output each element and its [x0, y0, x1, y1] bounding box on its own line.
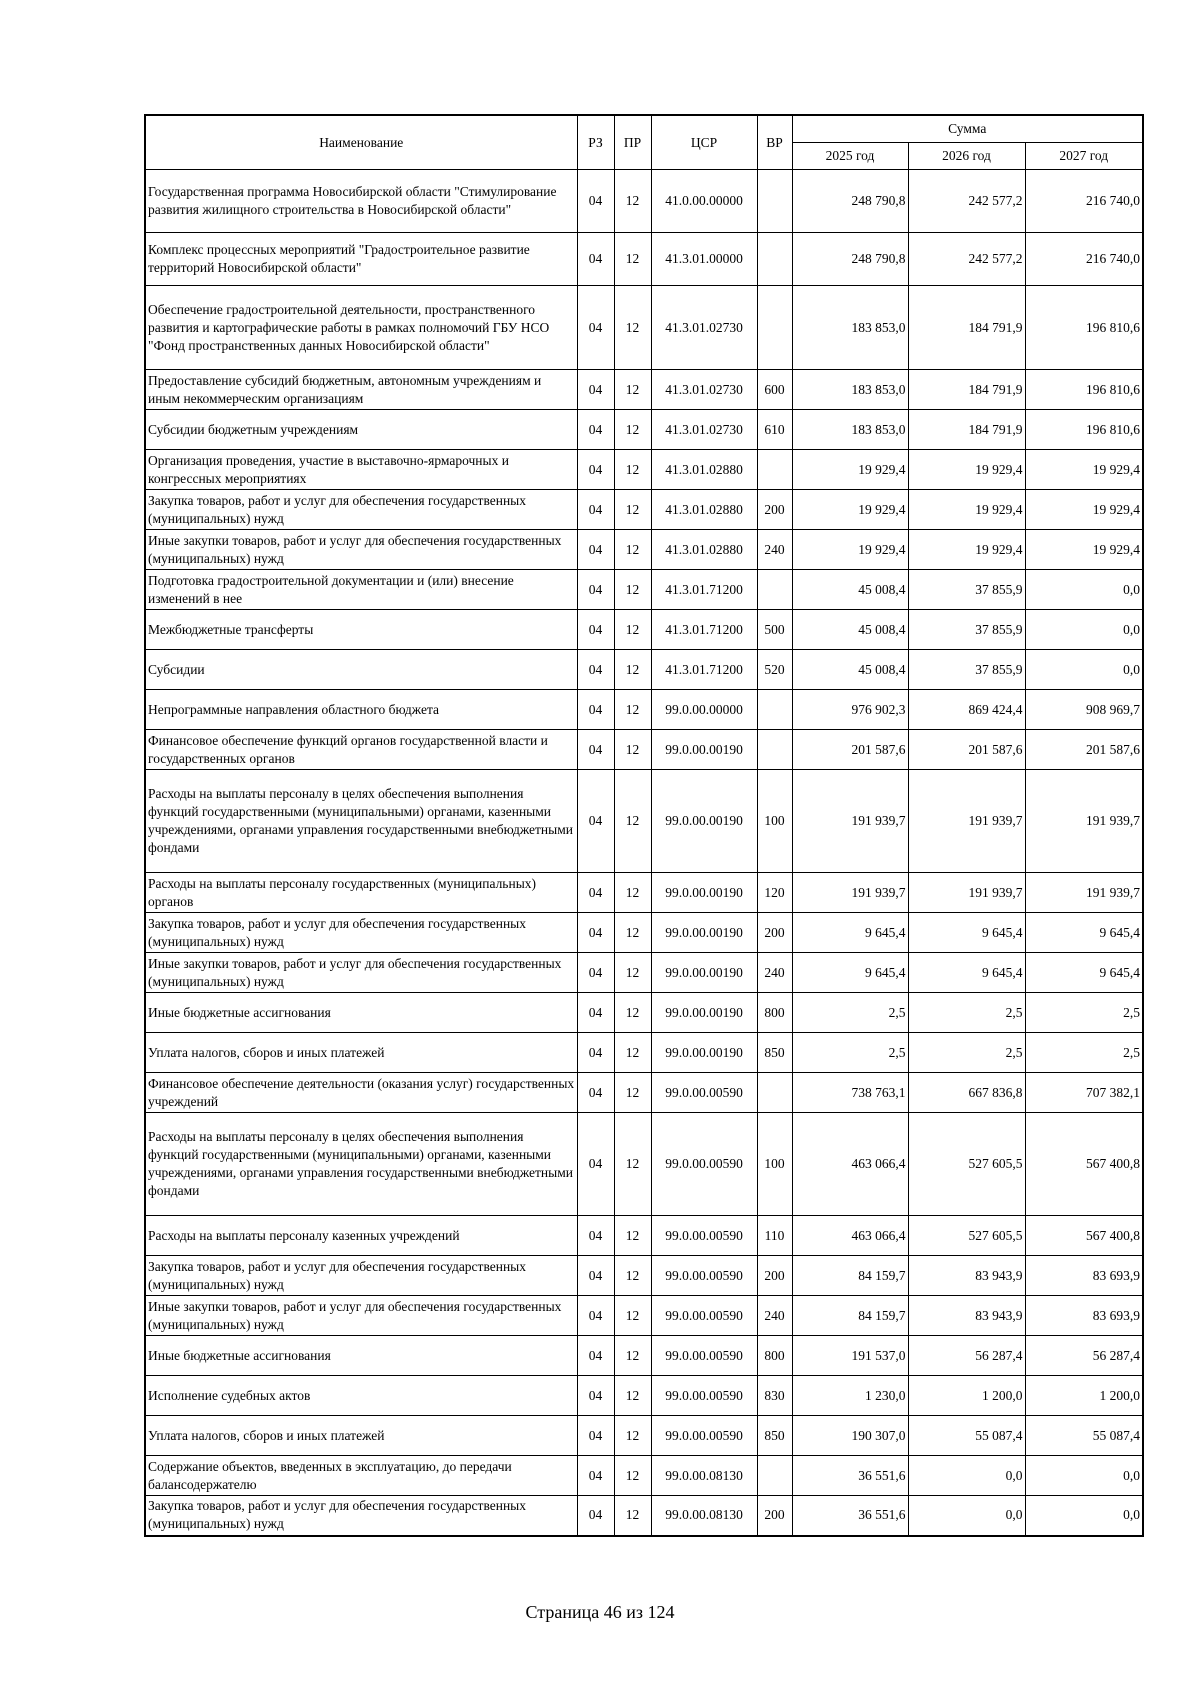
- cell-rz: 04: [577, 1496, 614, 1536]
- cell-name: Субсидии: [145, 650, 577, 690]
- cell-name: Государственная программа Новосибирской области "Стимулирование развития жилищного строительства в Новосибирской области": [145, 170, 577, 233]
- table-row: [145, 770, 1143, 873]
- cell-pr: 12: [614, 370, 651, 410]
- cell-2025: 84 159,7: [792, 1256, 908, 1296]
- cell-rz: 04: [577, 770, 614, 873]
- cell-csr: 99.0.00.08130: [651, 1456, 757, 1496]
- table-row: [145, 650, 1143, 690]
- cell-csr: 99.0.00.00190: [651, 1033, 757, 1073]
- cell-2026: 527 605,5: [908, 1113, 1025, 1216]
- table-row: [145, 1456, 1143, 1496]
- cell-vr: [757, 286, 792, 370]
- cell-2027: 196 810,6: [1025, 286, 1143, 370]
- cell-vr: [757, 1456, 792, 1496]
- cell-2025: 36 551,6: [792, 1456, 908, 1496]
- cell-pr: 12: [614, 1256, 651, 1296]
- table-row: [145, 1033, 1143, 1073]
- cell-2026: 667 836,8: [908, 1073, 1025, 1113]
- cell-2026: 191 939,7: [908, 873, 1025, 913]
- table-row: [145, 1073, 1143, 1113]
- cell-2026: 9 645,4: [908, 913, 1025, 953]
- cell-2027: 0,0: [1025, 610, 1143, 650]
- cell-name: Уплата налогов, сборов и иных платежей: [145, 1416, 577, 1456]
- cell-2027: 0,0: [1025, 1456, 1143, 1496]
- cell-rz: 04: [577, 913, 614, 953]
- table-row: [145, 1296, 1143, 1336]
- cell-pr: 12: [614, 450, 651, 490]
- cell-2025: 738 763,1: [792, 1073, 908, 1113]
- table-row: [145, 1376, 1143, 1416]
- cell-2026: 83 943,9: [908, 1296, 1025, 1336]
- cell-2025: 2,5: [792, 1033, 908, 1073]
- cell-pr: 12: [614, 410, 651, 450]
- cell-2026: 83 943,9: [908, 1256, 1025, 1296]
- cell-vr: 100: [757, 770, 792, 873]
- cell-name: Организация проведения, участие в выставочно-ярмарочных и конгрессных мероприятиях: [145, 450, 577, 490]
- table-row: [145, 913, 1143, 953]
- cell-vr: 200: [757, 490, 792, 530]
- cell-2027: 216 740,0: [1025, 170, 1143, 233]
- cell-2025: 36 551,6: [792, 1496, 908, 1536]
- cell-2025: 45 008,4: [792, 570, 908, 610]
- cell-2027: 83 693,9: [1025, 1256, 1143, 1296]
- cell-pr: 12: [614, 1376, 651, 1416]
- cell-2026: 2,5: [908, 1033, 1025, 1073]
- cell-2025: 2,5: [792, 993, 908, 1033]
- header-csr: ЦСР: [651, 115, 757, 170]
- header-name: Наименование: [145, 115, 577, 170]
- cell-name: Закупка товаров, работ и услуг для обеспечения государственных (муниципальных) нужд: [145, 913, 577, 953]
- page-number: Страница 46 из 124: [525, 1602, 675, 1622]
- cell-2026: 242 577,2: [908, 170, 1025, 233]
- cell-csr: 99.0.00.00190: [651, 993, 757, 1033]
- table-row: [145, 610, 1143, 650]
- cell-pr: 12: [614, 170, 651, 233]
- cell-2025: 19 929,4: [792, 490, 908, 530]
- cell-2026: 19 929,4: [908, 450, 1025, 490]
- cell-2026: 56 287,4: [908, 1336, 1025, 1376]
- cell-rz: 04: [577, 233, 614, 286]
- cell-csr: 99.0.00.00590: [651, 1416, 757, 1456]
- cell-rz: 04: [577, 286, 614, 370]
- cell-name: Иные закупки товаров, работ и услуг для обеспечения государственных (муниципальных) нужд: [145, 953, 577, 993]
- table-row: [145, 286, 1143, 370]
- cell-pr: 12: [614, 690, 651, 730]
- cell-csr: 99.0.00.00190: [651, 913, 757, 953]
- cell-2027: 55 087,4: [1025, 1416, 1143, 1456]
- cell-vr: 240: [757, 530, 792, 570]
- cell-rz: 04: [577, 570, 614, 610]
- header-pr: ПР: [614, 115, 651, 170]
- cell-name: Закупка товаров, работ и услуг для обеспечения государственных (муниципальных) нужд: [145, 1256, 577, 1296]
- table-row: [145, 1416, 1143, 1456]
- cell-vr: [757, 690, 792, 730]
- table-row: [145, 410, 1143, 450]
- cell-vr: [757, 450, 792, 490]
- cell-2027: 196 810,6: [1025, 410, 1143, 450]
- cell-csr: 99.0.00.00590: [651, 1113, 757, 1216]
- cell-2025: 190 307,0: [792, 1416, 908, 1456]
- cell-rz: 04: [577, 873, 614, 913]
- cell-rz: 04: [577, 610, 614, 650]
- cell-2027: 0,0: [1025, 1496, 1143, 1536]
- table-row: [145, 1113, 1143, 1216]
- cell-csr: 41.3.01.71200: [651, 610, 757, 650]
- cell-csr: 41.3.01.02730: [651, 370, 757, 410]
- cell-vr: 200: [757, 913, 792, 953]
- cell-2025: 183 853,0: [792, 286, 908, 370]
- header-year-2026: 2026 год: [908, 143, 1025, 170]
- cell-rz: 04: [577, 1296, 614, 1336]
- table-row: [145, 170, 1143, 233]
- cell-rz: 04: [577, 450, 614, 490]
- cell-rz: 04: [577, 953, 614, 993]
- cell-2025: 248 790,8: [792, 170, 908, 233]
- header-vr: ВР: [757, 115, 792, 170]
- cell-pr: 12: [614, 953, 651, 993]
- cell-name: Иные закупки товаров, работ и услуг для обеспечения государственных (муниципальных) нужд: [145, 530, 577, 570]
- cell-2027: 19 929,4: [1025, 530, 1143, 570]
- cell-pr: 12: [614, 1216, 651, 1256]
- cell-2025: 45 008,4: [792, 610, 908, 650]
- cell-name: Непрограммные направления областного бюджета: [145, 690, 577, 730]
- cell-2027: 9 645,4: [1025, 953, 1143, 993]
- cell-name: Содержание объектов, введенных в эксплуатацию, до передачи балансодержателю: [145, 1456, 577, 1496]
- cell-2026: 869 424,4: [908, 690, 1025, 730]
- cell-vr: 200: [757, 1256, 792, 1296]
- cell-name: Предоставление субсидий бюджетным, автономным учреждениям и иным некоммерческим организациям: [145, 370, 577, 410]
- cell-rz: 04: [577, 170, 614, 233]
- cell-2027: 196 810,6: [1025, 370, 1143, 410]
- cell-pr: 12: [614, 1416, 651, 1456]
- cell-2026: 55 087,4: [908, 1416, 1025, 1456]
- cell-2026: 19 929,4: [908, 530, 1025, 570]
- cell-vr: 500: [757, 610, 792, 650]
- cell-rz: 04: [577, 690, 614, 730]
- cell-2025: 191 537,0: [792, 1336, 908, 1376]
- cell-2027: 0,0: [1025, 570, 1143, 610]
- cell-2026: 191 939,7: [908, 770, 1025, 873]
- cell-rz: 04: [577, 1216, 614, 1256]
- table-body: [145, 170, 1143, 1536]
- cell-2027: 19 929,4: [1025, 450, 1143, 490]
- cell-csr: 41.3.01.71200: [651, 650, 757, 690]
- cell-rz: 04: [577, 1113, 614, 1216]
- cell-2026: 184 791,9: [908, 286, 1025, 370]
- table-row: [145, 530, 1143, 570]
- cell-pr: 12: [614, 1456, 651, 1496]
- cell-csr: 41.3.01.71200: [651, 570, 757, 610]
- cell-2025: 463 066,4: [792, 1216, 908, 1256]
- cell-pr: 12: [614, 286, 651, 370]
- cell-vr: 830: [757, 1376, 792, 1416]
- cell-pr: 12: [614, 490, 651, 530]
- cell-2025: 191 939,7: [792, 873, 908, 913]
- table-row: [145, 1256, 1143, 1296]
- cell-2026: 9 645,4: [908, 953, 1025, 993]
- cell-rz: 04: [577, 1336, 614, 1376]
- budget-table: [144, 114, 1144, 1537]
- cell-rz: 04: [577, 410, 614, 450]
- cell-2025: 248 790,8: [792, 233, 908, 286]
- cell-2025: 463 066,4: [792, 1113, 908, 1216]
- cell-vr: 800: [757, 993, 792, 1033]
- cell-name: Закупка товаров, работ и услуг для обеспечения государственных (муниципальных) нужд: [145, 1496, 577, 1536]
- cell-pr: 12: [614, 770, 651, 873]
- cell-2025: 19 929,4: [792, 530, 908, 570]
- cell-rz: 04: [577, 1073, 614, 1113]
- cell-2026: 201 587,6: [908, 730, 1025, 770]
- cell-vr: 200: [757, 1496, 792, 1536]
- cell-vr: [757, 170, 792, 233]
- cell-name: Иные бюджетные ассигнования: [145, 993, 577, 1033]
- cell-2027: 191 939,7: [1025, 770, 1143, 873]
- cell-csr: 99.0.00.00190: [651, 873, 757, 913]
- cell-2027: 191 939,7: [1025, 873, 1143, 913]
- header-sum: Сумма: [792, 115, 1143, 143]
- cell-name: Комплекс процессных мероприятий "Градостроительное развитие территорий Новосибирской области": [145, 233, 577, 286]
- cell-2027: 56 287,4: [1025, 1336, 1143, 1376]
- cell-2025: 191 939,7: [792, 770, 908, 873]
- table-row: [145, 233, 1143, 286]
- cell-vr: 240: [757, 1296, 792, 1336]
- cell-vr: 520: [757, 650, 792, 690]
- cell-2026: 0,0: [908, 1456, 1025, 1496]
- cell-rz: 04: [577, 1376, 614, 1416]
- cell-name: Уплата налогов, сборов и иных платежей: [145, 1033, 577, 1073]
- cell-csr: 41.3.01.02880: [651, 490, 757, 530]
- cell-2026: 37 855,9: [908, 650, 1025, 690]
- cell-2026: 0,0: [908, 1496, 1025, 1536]
- cell-2027: 567 400,8: [1025, 1113, 1143, 1216]
- table-row: [145, 690, 1143, 730]
- cell-2026: 2,5: [908, 993, 1025, 1033]
- cell-rz: 04: [577, 370, 614, 410]
- cell-name: Иные закупки товаров, работ и услуг для обеспечения государственных (муниципальных) нужд: [145, 1296, 577, 1336]
- cell-2026: 184 791,9: [908, 370, 1025, 410]
- cell-vr: 600: [757, 370, 792, 410]
- table-row: [145, 1216, 1143, 1256]
- table-row: [145, 450, 1143, 490]
- cell-2027: 567 400,8: [1025, 1216, 1143, 1256]
- cell-2025: 84 159,7: [792, 1296, 908, 1336]
- cell-vr: 850: [757, 1416, 792, 1456]
- cell-csr: 41.3.01.02880: [651, 450, 757, 490]
- table-row: [145, 993, 1143, 1033]
- header-rz: РЗ: [577, 115, 614, 170]
- cell-rz: 04: [577, 490, 614, 530]
- cell-name: Межбюджетные трансферты: [145, 610, 577, 650]
- cell-pr: 12: [614, 1496, 651, 1536]
- cell-2027: 908 969,7: [1025, 690, 1143, 730]
- cell-2027: 216 740,0: [1025, 233, 1143, 286]
- cell-rz: 04: [577, 1033, 614, 1073]
- table-row: [145, 1496, 1143, 1536]
- cell-csr: 99.0.00.00190: [651, 730, 757, 770]
- cell-2027: 9 645,4: [1025, 913, 1143, 953]
- cell-2026: 37 855,9: [908, 610, 1025, 650]
- cell-name: Расходы на выплаты персоналу государственных (муниципальных) органов: [145, 873, 577, 913]
- table-row: [145, 570, 1143, 610]
- cell-2027: 707 382,1: [1025, 1073, 1143, 1113]
- cell-2025: 45 008,4: [792, 650, 908, 690]
- cell-2026: 37 855,9: [908, 570, 1025, 610]
- cell-pr: 12: [614, 1073, 651, 1113]
- cell-vr: [757, 1073, 792, 1113]
- cell-rz: 04: [577, 1256, 614, 1296]
- cell-csr: 99.0.00.00590: [651, 1256, 757, 1296]
- cell-pr: 12: [614, 913, 651, 953]
- cell-vr: [757, 570, 792, 610]
- cell-2026: 527 605,5: [908, 1216, 1025, 1256]
- cell-2025: 201 587,6: [792, 730, 908, 770]
- cell-csr: 41.3.01.02730: [651, 410, 757, 450]
- cell-rz: 04: [577, 650, 614, 690]
- cell-2025: 19 929,4: [792, 450, 908, 490]
- cell-2025: 1 230,0: [792, 1376, 908, 1416]
- cell-csr: 99.0.00.00590: [651, 1376, 757, 1416]
- table-header: [145, 115, 1143, 170]
- cell-2025: 9 645,4: [792, 953, 908, 993]
- cell-pr: 12: [614, 610, 651, 650]
- cell-csr: 41.3.01.02730: [651, 286, 757, 370]
- cell-2027: 0,0: [1025, 650, 1143, 690]
- cell-vr: 100: [757, 1113, 792, 1216]
- cell-csr: 99.0.00.00190: [651, 953, 757, 993]
- cell-name: Финансовое обеспечение функций органов государственной власти и государственных органов: [145, 730, 577, 770]
- cell-2027: 1 200,0: [1025, 1376, 1143, 1416]
- cell-2025: 183 853,0: [792, 410, 908, 450]
- table-row: [145, 953, 1143, 993]
- cell-name: Закупка товаров, работ и услуг для обеспечения государственных (муниципальных) нужд: [145, 490, 577, 530]
- cell-2025: 183 853,0: [792, 370, 908, 410]
- table-row: [145, 730, 1143, 770]
- cell-csr: 99.0.00.00590: [651, 1216, 757, 1256]
- cell-pr: 12: [614, 1033, 651, 1073]
- cell-csr: 99.0.00.00590: [651, 1296, 757, 1336]
- cell-pr: 12: [614, 1296, 651, 1336]
- cell-2027: 2,5: [1025, 993, 1143, 1033]
- cell-rz: 04: [577, 1456, 614, 1496]
- cell-2027: 2,5: [1025, 1033, 1143, 1073]
- cell-2027: 19 929,4: [1025, 490, 1143, 530]
- cell-csr: 99.0.00.00000: [651, 690, 757, 730]
- cell-name: Исполнение судебных актов: [145, 1376, 577, 1416]
- cell-vr: 850: [757, 1033, 792, 1073]
- cell-vr: [757, 730, 792, 770]
- cell-vr: 110: [757, 1216, 792, 1256]
- cell-2025: 9 645,4: [792, 913, 908, 953]
- cell-rz: 04: [577, 993, 614, 1033]
- cell-pr: 12: [614, 873, 651, 913]
- cell-2026: 242 577,2: [908, 233, 1025, 286]
- cell-csr: 99.0.00.00190: [651, 770, 757, 873]
- header-year-2027: 2027 год: [1025, 143, 1143, 170]
- cell-rz: 04: [577, 530, 614, 570]
- cell-pr: 12: [614, 1336, 651, 1376]
- cell-pr: 12: [614, 730, 651, 770]
- cell-pr: 12: [614, 570, 651, 610]
- header-year-2025: 2025 год: [792, 143, 908, 170]
- cell-vr: 610: [757, 410, 792, 450]
- cell-name: Иные бюджетные ассигнования: [145, 1336, 577, 1376]
- cell-rz: 04: [577, 1416, 614, 1456]
- cell-name: Расходы на выплаты персоналу казенных учреждений: [145, 1216, 577, 1256]
- cell-pr: 12: [614, 530, 651, 570]
- cell-pr: 12: [614, 993, 651, 1033]
- cell-name: Субсидии бюджетным учреждениям: [145, 410, 577, 450]
- table-row: [145, 873, 1143, 913]
- table-row: [145, 370, 1143, 410]
- cell-2026: 184 791,9: [908, 410, 1025, 450]
- cell-rz: 04: [577, 730, 614, 770]
- cell-name: Обеспечение градостроительной деятельности, пространственного развития и картографические работы в рамках полномочий ГБУ НСО "Фонд пространственных данных Новосибирской области": [145, 286, 577, 370]
- cell-2026: 19 929,4: [908, 490, 1025, 530]
- table-row: [145, 490, 1143, 530]
- cell-vr: [757, 233, 792, 286]
- cell-2027: 83 693,9: [1025, 1296, 1143, 1336]
- cell-name: Расходы на выплаты персоналу в целях обеспечения выполнения функций государственными (муниципальными) органами, казенными учреждениями, органами управления государственными внебюджетными фондами: [145, 1113, 577, 1216]
- cell-2026: 1 200,0: [908, 1376, 1025, 1416]
- cell-csr: 41.0.00.00000: [651, 170, 757, 233]
- table-row: [145, 1336, 1143, 1376]
- cell-vr: 240: [757, 953, 792, 993]
- cell-name: Подготовка градостроительной документации и (или) внесение изменений в нее: [145, 570, 577, 610]
- cell-2027: 201 587,6: [1025, 730, 1143, 770]
- cell-pr: 12: [614, 1113, 651, 1216]
- cell-name: Финансовое обеспечение деятельности (оказания услуг) государственных учреждений: [145, 1073, 577, 1113]
- cell-csr: 99.0.00.08130: [651, 1496, 757, 1536]
- cell-csr: 99.0.00.00590: [651, 1336, 757, 1376]
- cell-csr: 41.3.01.02880: [651, 530, 757, 570]
- cell-pr: 12: [614, 650, 651, 690]
- cell-vr: 120: [757, 873, 792, 913]
- cell-2025: 976 902,3: [792, 690, 908, 730]
- cell-csr: 41.3.01.00000: [651, 233, 757, 286]
- cell-vr: 800: [757, 1336, 792, 1376]
- cell-pr: 12: [614, 233, 651, 286]
- cell-csr: 99.0.00.00590: [651, 1073, 757, 1113]
- cell-name: Расходы на выплаты персоналу в целях обеспечения выполнения функций государственными (муниципальными) органами, казенными учреждениями, органами управления государственными внебюджетными фондами: [145, 770, 577, 873]
